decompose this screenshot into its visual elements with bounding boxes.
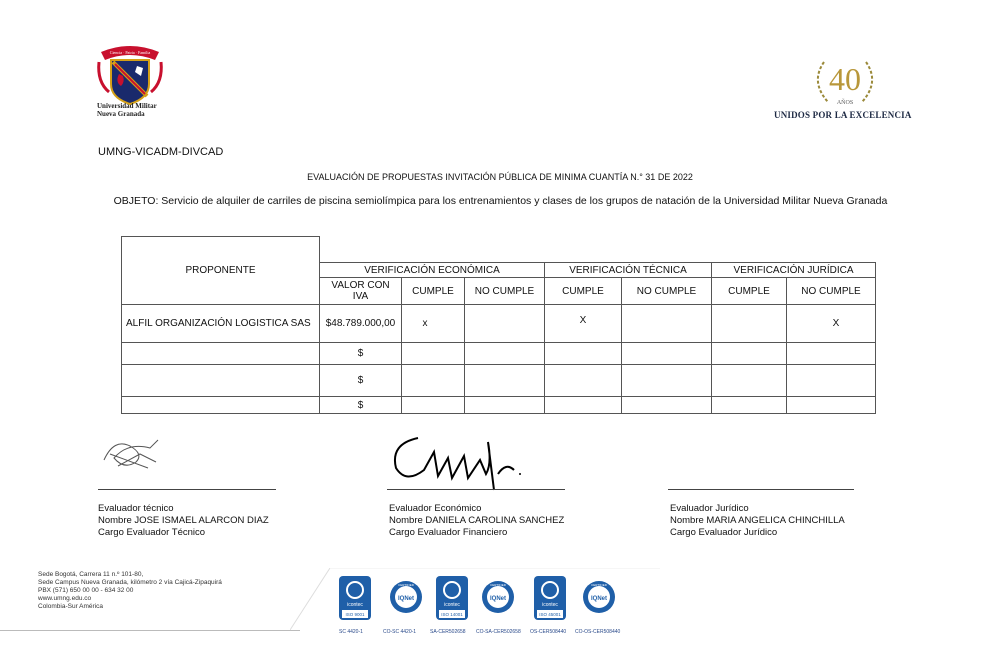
- svg-text:IQNet: IQNet: [590, 596, 608, 602]
- juridico-signature-block: Evaluador Jurídico Nombre MARIA ANGELICA CHINCHILLA Cargo Evaluador Jurídico: [670, 503, 845, 538]
- university-name: Universidad Militar Nueva Granada: [97, 102, 157, 118]
- cert-logo: [389, 575, 423, 623]
- svg-text:icontec: icontec: [347, 602, 363, 608]
- proponente-cell: [122, 343, 320, 365]
- proponente-cell: ALFIL ORGANIZACIÓN LOGISTICA SAS: [122, 305, 320, 343]
- eco-no-cumple-header: NO CUMPLE: [465, 278, 545, 305]
- eco-cumple-cell: [402, 397, 465, 414]
- juridico-signature-line: [668, 489, 854, 490]
- website-link[interactable]: www.umng.edu.co: [38, 595, 92, 602]
- tecnico-signature-block: Evaluador técnico Nombre JOSE ISMAEL ALARCON DIAZ Cargo Evaluador Técnico: [98, 503, 269, 538]
- svg-text:IQNet: IQNet: [489, 596, 507, 602]
- economico-signature-line: [387, 489, 565, 490]
- jur-cumple-cell: [712, 365, 787, 397]
- table-row: [122, 305, 876, 343]
- cert-logo: [338, 575, 372, 623]
- eco-cumple-cell: x: [402, 305, 465, 343]
- svg-text:icontec: icontec: [444, 602, 460, 608]
- jur-no-cumple-cell: [787, 397, 876, 414]
- tec-cumple-header: CUMPLE: [545, 278, 622, 305]
- svg-text:40: 40: [829, 61, 861, 97]
- jur-cumple-cell: [712, 397, 787, 414]
- tecnico-signature-line: [98, 489, 276, 490]
- evaluation-table: [121, 236, 876, 414]
- objeto-label: OBJETO:: [113, 195, 159, 207]
- cert-code: CO-SA-CER502658: [476, 629, 521, 635]
- cert-code: SA-CER502658: [430, 629, 466, 635]
- jur-cumple-header: CUMPLE: [712, 278, 787, 305]
- svg-text:ISO 14001: ISO 14001: [441, 612, 463, 617]
- forty-years-logo: [800, 56, 890, 108]
- table-row: [122, 397, 876, 414]
- eco-header: VERIFICACIÓN ECONÓMICA: [320, 263, 545, 278]
- jur-cumple-cell: [712, 305, 787, 343]
- valor-cell: $: [320, 397, 402, 414]
- eco-no-cumple-cell: [465, 397, 545, 414]
- svg-text:Ciencia · Patria · Familia: Ciencia · Patria · Familia: [109, 50, 151, 55]
- jur-no-cumple-cell: [787, 343, 876, 365]
- cert-code: SC 4420-1: [339, 629, 363, 635]
- eco-no-cumple-cell: [465, 365, 545, 397]
- footer-address: Sede Bogotá, Carrera 11 n.º 101-80, Sede Campus Nueva Granada, kilómetro 2 vía Cajicá-Zipaquirá PBX (571) 650 00 00 - 634 32 00 www.umng.edu.co Colombia-Sur América: [38, 571, 222, 610]
- eco-no-cumple-cell: [465, 343, 545, 365]
- tec-cumple-cell: [545, 397, 622, 414]
- cert-logo: [533, 575, 567, 623]
- tec-header: VERIFICACIÓN TÉCNICA: [545, 263, 712, 278]
- svg-text:AÑOS: AÑOS: [836, 100, 854, 106]
- tec-cumple-cell: [545, 343, 622, 365]
- jur-cumple-cell: [712, 343, 787, 365]
- tec-cumple-cell: X: [545, 305, 622, 343]
- table-row: [122, 343, 876, 365]
- document-title: EVALUACIÓN DE PROPUESTAS INVITACIÓN PÚBLICA DE MINIMA CUANTÍA N.° 31 DE 2022: [307, 172, 693, 182]
- cert-logo: [582, 575, 616, 623]
- svg-text:IQNet: IQNet: [397, 596, 415, 602]
- svg-text:icontec: icontec: [542, 602, 558, 608]
- tec-cumple-cell: [545, 365, 622, 397]
- svg-text:CERTIFIED: CERTIFIED: [591, 583, 607, 587]
- cert-logo: [481, 575, 515, 623]
- economico-signature-block: Evaluador Económico Nombre DANIELA CAROLINA SANCHEZ Cargo Evaluador Financiero: [389, 503, 565, 538]
- svg-text:CERTIFIED: CERTIFIED: [398, 583, 414, 587]
- tec-no-cumple-header: NO CUMPLE: [622, 278, 712, 305]
- valor-cell: $: [320, 343, 402, 365]
- cert-logo: [435, 575, 469, 623]
- cert-code: CO-SC 4420-1: [383, 629, 417, 635]
- eco-cumple-cell: [402, 343, 465, 365]
- svg-text:CERTIFIED: CERTIFIED: [490, 583, 506, 587]
- anniversary-tagline: UNIDOS POR LA EXCELENCIA: [774, 110, 912, 120]
- eco-cumple-cell: [402, 365, 465, 397]
- svg-text:ISO 9001: ISO 9001: [345, 612, 365, 617]
- tec-no-cumple-cell: [622, 343, 712, 365]
- eco-no-cumple-cell: [465, 305, 545, 343]
- jur-header: VERIFICACIÓN JURÍDICA: [712, 263, 876, 278]
- table-row: [122, 365, 876, 397]
- eco-cumple-header: CUMPLE: [402, 278, 465, 305]
- valor-cell: $: [320, 365, 402, 397]
- jur-no-cumple-cell: [787, 365, 876, 397]
- footer-rule: [0, 630, 300, 631]
- objeto-text: Servicio de alquiler de carriles de piscina semiolímpica para los entrenamientos y clases de los grupos de natación de la Universidad Militar Nueva Granada: [158, 195, 888, 207]
- proponente-header: PROPONENTE: [122, 237, 320, 305]
- svg-text:ISO 45001: ISO 45001: [539, 612, 561, 617]
- proponente-cell: [122, 365, 320, 397]
- valor-header: VALOR CON IVA: [320, 278, 402, 305]
- tecnico-signature: [100, 432, 164, 474]
- jur-no-cumple-cell: X: [787, 305, 876, 343]
- document-code: UMNG-VICADM-DIVCAD: [98, 146, 224, 158]
- jur-no-cumple-header: NO CUMPLE: [787, 278, 876, 305]
- objeto-paragraph: [98, 195, 903, 208]
- valor-cell: $48.789.000,00: [320, 305, 402, 343]
- proponente-cell: [122, 397, 320, 414]
- tec-no-cumple-cell: [622, 397, 712, 414]
- cert-code: CO-OS-CER508440: [575, 629, 621, 635]
- cert-code: OS-CER508440: [530, 629, 567, 635]
- tec-no-cumple-cell: [622, 305, 712, 343]
- tec-no-cumple-cell: [622, 365, 712, 397]
